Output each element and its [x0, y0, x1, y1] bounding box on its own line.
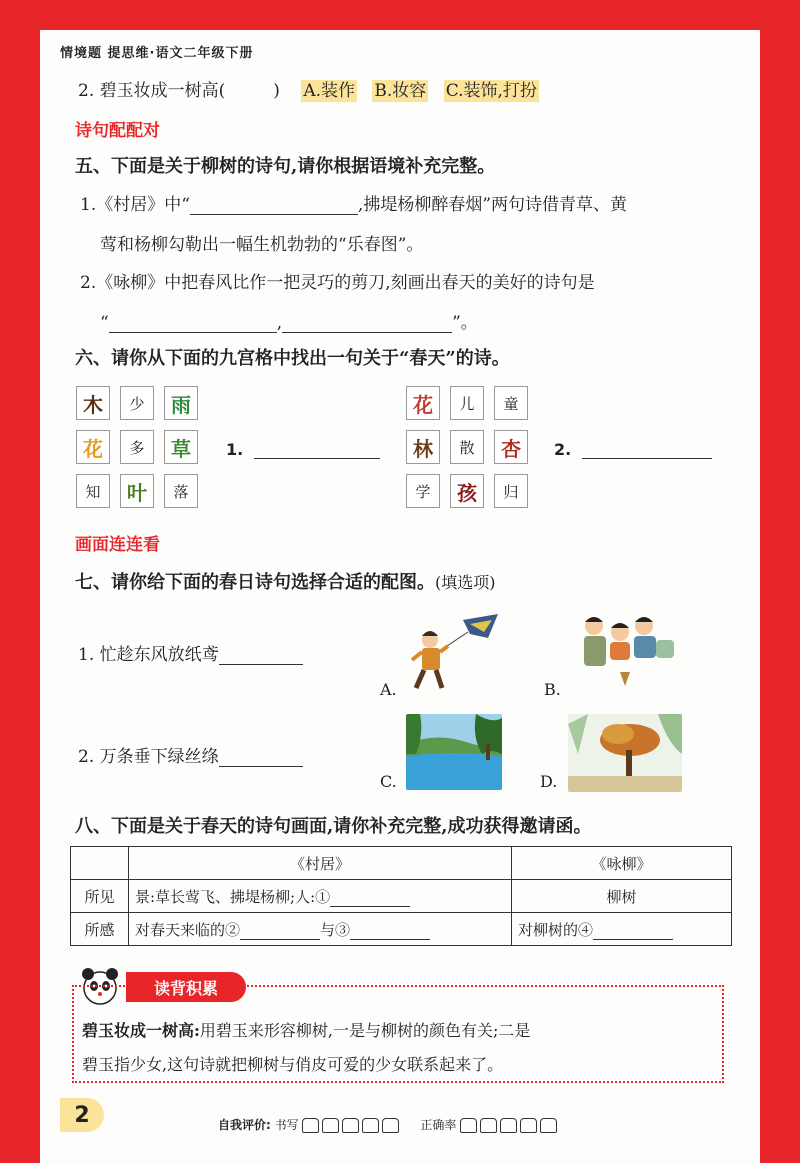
question-2-close: ): [273, 81, 280, 101]
reading-line1-text: 用碧玉来形容柳树,一是与柳树的颜色有关;二是: [199, 1021, 531, 1040]
cell-felt-yongliu: [512, 913, 732, 946]
q5-blank-3[interactable]: [282, 314, 452, 333]
q7-blank-2[interactable]: [219, 748, 303, 767]
reading-tag: 读背积累: [126, 972, 246, 1002]
poem-table: [70, 846, 732, 946]
grid2-cell: 童: [494, 386, 528, 420]
question-7-hint: (填选项): [435, 573, 496, 592]
section-poem-match: 诗句配配对: [75, 121, 160, 141]
picture-autumn-tree: [568, 714, 682, 792]
footer-eval: [218, 1116, 560, 1133]
thumb-icon[interactable]: [382, 1118, 399, 1133]
picture-children: [574, 606, 680, 692]
q5-item1-b: ,拂堤杨柳醉春烟”两句诗借青草、黄: [357, 195, 628, 215]
grid1-cell: 花: [76, 430, 110, 464]
q5-item2-a: 2.《咏柳》中把春风比作一把灵巧的剪刀,刻画出春天的美好的诗句是: [80, 273, 595, 293]
option-b[interactable]: B.妆容: [374, 81, 427, 101]
thumb-icon[interactable]: [302, 1118, 319, 1133]
felt-cunju-a: 对春天来临的②: [135, 920, 241, 939]
self-eval-label: 自我评价:: [218, 1118, 271, 1132]
grid2-cell: 学: [406, 474, 440, 508]
q7-item-1: [78, 640, 303, 665]
q7-item1-text: 1. 忙趁东风放纸鸢: [78, 645, 219, 665]
seen-cunju-text: 景:草长莺飞、拂堤杨柳;人:①: [135, 887, 331, 906]
question-6-heading: 六、请你从下面的九宫格中找出一句关于“春天”的诗。: [75, 348, 510, 369]
q5-close-quote: ”。: [452, 313, 478, 333]
grid2-cell: 儿: [450, 386, 484, 420]
q5-open-quote: “: [100, 313, 109, 333]
thumb-icon[interactable]: [500, 1118, 517, 1133]
question-5-item-2-blanks: [100, 308, 478, 333]
cell-seen-yongliu: 柳树: [512, 880, 732, 913]
page-header-title: 情境题 提思维·语文二年级下册: [60, 46, 254, 61]
grid1-cell: 雨: [164, 386, 198, 420]
col-header-cunju: 《村居》: [129, 847, 512, 880]
table-corner: [71, 847, 129, 880]
thumb-icon[interactable]: [460, 1118, 477, 1133]
grid2-cell: 林: [406, 430, 440, 464]
grid2-cell: 散: [450, 430, 484, 464]
page-number: 2: [60, 1098, 104, 1132]
table-row: [71, 847, 732, 880]
question-7-heading-row: [75, 568, 496, 594]
grid2-cell: 孩: [450, 474, 484, 508]
grid1-cell: 木: [76, 386, 110, 420]
q7-item-2: [78, 742, 303, 767]
q7-item2-text: 2. 万条垂下绿丝绦: [78, 747, 219, 767]
grid1-cell: 知: [76, 474, 110, 508]
table-row: [71, 880, 732, 913]
grid1-answer-blank[interactable]: [254, 458, 380, 459]
thumb-icon[interactable]: [362, 1118, 379, 1133]
label-a: A.: [380, 680, 397, 699]
thumb-icon[interactable]: [540, 1118, 557, 1133]
felt-yongliu-text: 对柳树的④: [518, 920, 594, 939]
label-d: D.: [540, 772, 558, 791]
nine-grid-2: [406, 386, 530, 510]
accuracy-label: 正确率: [420, 1118, 457, 1132]
cell-felt-cunju: [129, 913, 512, 946]
section-picture-match: 画面连连看: [75, 535, 160, 555]
question-2: [78, 76, 539, 101]
grid2-answer-label: 2.: [554, 440, 572, 459]
question-5-item-1: [80, 190, 627, 215]
thumb-icon[interactable]: [520, 1118, 537, 1133]
grid2-cell: 归: [494, 474, 528, 508]
thumb-icon[interactable]: [342, 1118, 359, 1133]
question-2-text: 2. 碧玉妆成一树高(: [78, 81, 226, 101]
accuracy-thumbs[interactable]: [460, 1118, 560, 1132]
grid2-cell: 杏: [494, 430, 528, 464]
writing-thumbs[interactable]: [302, 1118, 406, 1132]
blank-4[interactable]: [593, 923, 673, 940]
reading-bold: 碧玉妆成一树高:: [82, 1021, 200, 1040]
table-row: [71, 913, 732, 946]
grid1-cell: 草: [164, 430, 198, 464]
picture-river-willow: [406, 714, 502, 790]
q5-item1-c: 莺和杨柳勾勒出一幅生机勃勃的“乐春图”。: [100, 235, 424, 255]
cell-seen-cunju: [129, 880, 512, 913]
thumb-icon[interactable]: [322, 1118, 339, 1133]
q5-item1-a: 1.《村居》中“: [80, 195, 190, 215]
question-7-heading: 七、请你给下面的春日诗句选择合适的配图。: [75, 572, 435, 593]
row-label-seen: 所见: [71, 880, 129, 913]
blank-2[interactable]: [240, 923, 320, 940]
grid2-cell: 花: [406, 386, 440, 420]
reading-line-2: 碧玉指少女,这句诗就把柳树与俏皮可爱的少女联系起来了。: [82, 1055, 504, 1074]
label-b: B.: [544, 680, 561, 699]
grid2-answer-blank[interactable]: [582, 458, 712, 459]
grid1-cell: 多: [120, 430, 154, 464]
q7-blank-1[interactable]: [219, 646, 303, 665]
col-header-yongliu: 《咏柳》: [512, 847, 732, 880]
option-a[interactable]: A.装作: [303, 81, 355, 101]
picture-kite: [408, 610, 504, 694]
writing-label: 书写: [274, 1118, 299, 1132]
option-c[interactable]: C.装饰,打扮: [445, 81, 537, 101]
grid1-cell: 落: [164, 474, 198, 508]
grid1-cell: 叶: [120, 474, 154, 508]
nine-grid-1: [76, 386, 200, 510]
thumb-icon[interactable]: [480, 1118, 497, 1133]
label-c: C.: [380, 772, 397, 791]
grid1-cell: 少: [120, 386, 154, 420]
blank-3[interactable]: [350, 923, 430, 940]
felt-cunju-b: 与③: [320, 920, 351, 939]
question-5-heading: 五、下面是关于柳树的诗句,请你根据语境补充完整。: [75, 156, 496, 177]
q5-blank-2[interactable]: [109, 314, 277, 333]
row-label-felt: 所感: [71, 913, 129, 946]
blank-1[interactable]: [330, 890, 410, 907]
q5-blank-1[interactable]: [190, 196, 358, 215]
q5-comma: ,: [276, 313, 283, 333]
grid1-answer-label: 1.: [226, 440, 244, 459]
question-8-heading: 八、下面是关于春天的诗句画面,请你补充完整,成功获得邀请函。: [75, 816, 592, 837]
reading-line-1: [82, 1018, 722, 1041]
